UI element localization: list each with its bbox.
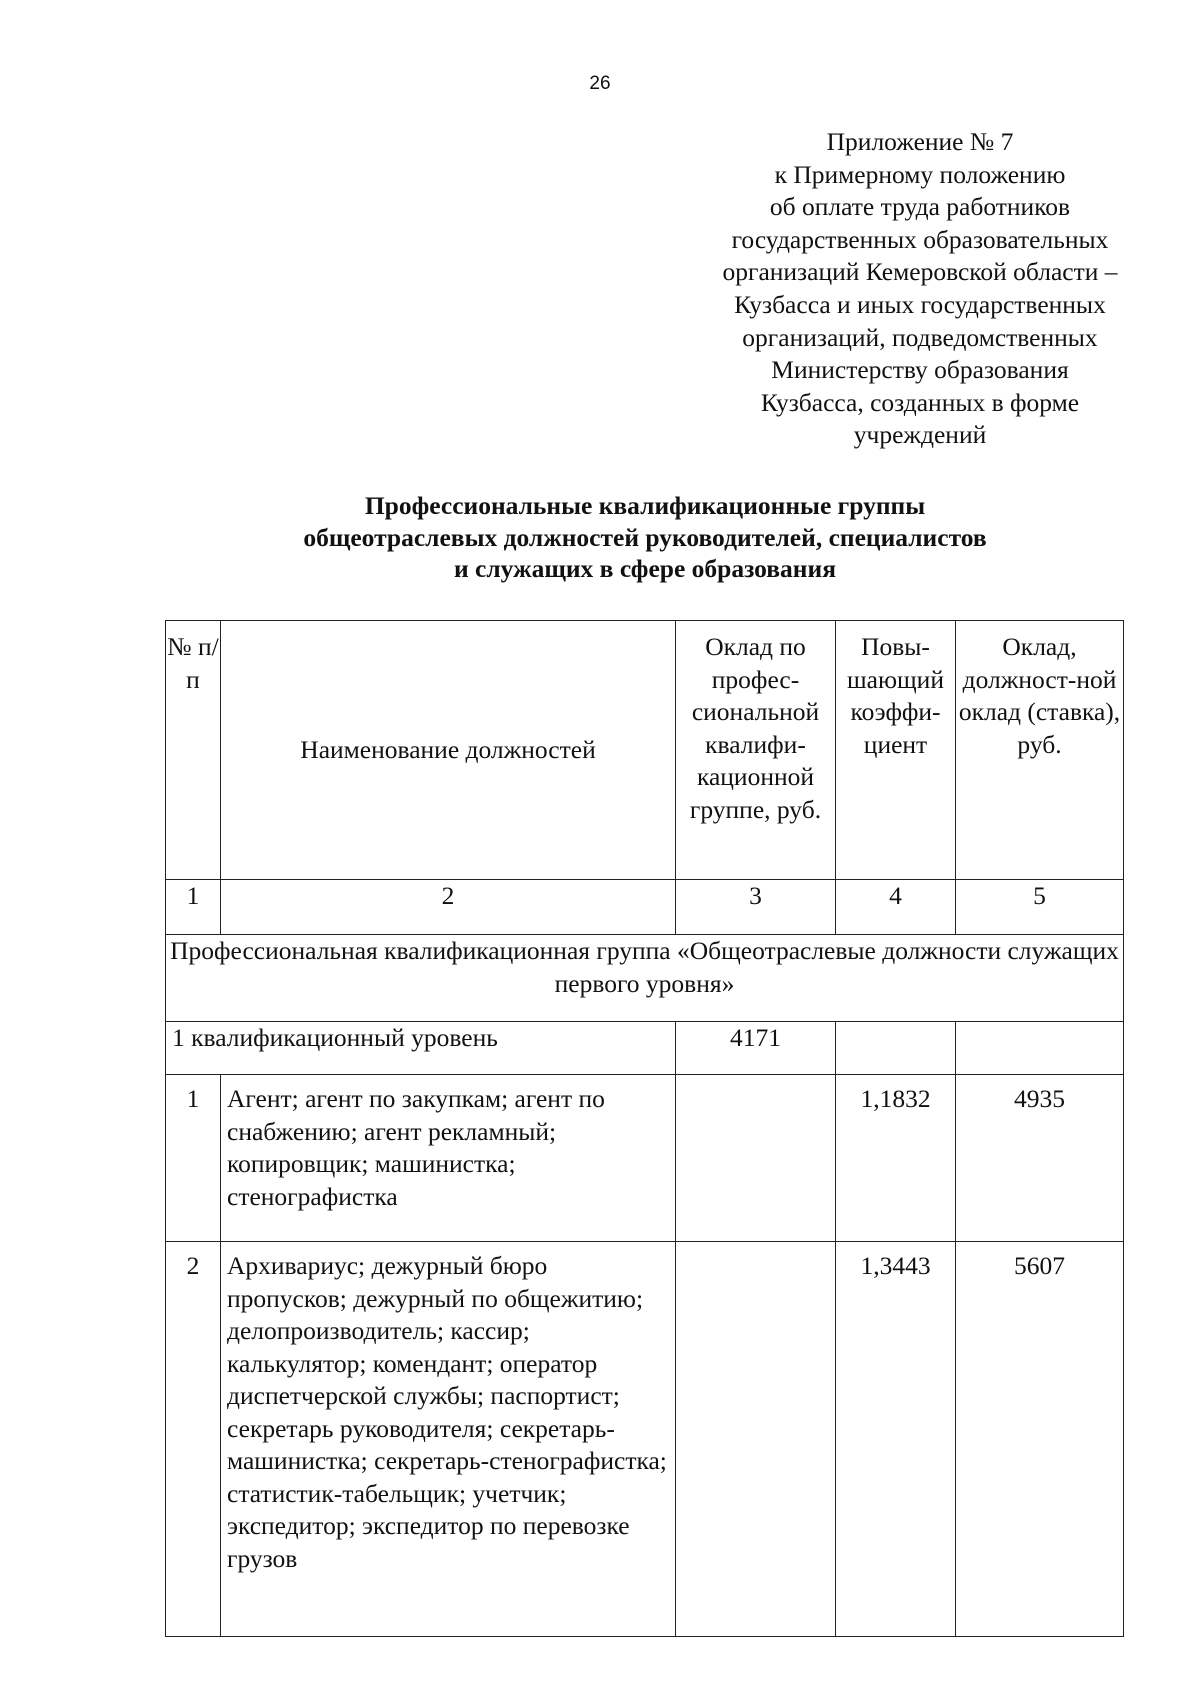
document-title [0,490,1200,585]
group-title-row [166,935,1124,1022]
appendix-line: организаций Кемеровской области – [722,257,1118,287]
row-name: Агент; агент по закупкам; агент по снабжению; агент рекламный; копировщик; машинистка; стенографистка [221,1075,676,1242]
appendix-line: об оплате труда работников [769,192,1071,222]
header-name: Наименование должностей [221,621,676,880]
row-name: Архивариус; дежурный бюро пропусков; дежурный по общежитию; делопроизводитель; кассир; калькулятор; комендант; оператор диспетчерской службы; паспортист; секретарь руководителя; секретарь-машинистка; секретарь-стенографистка; статистик-табельщик; учетчик; экспедитор; экспедитор по перевозке грузов [221,1242,676,1637]
level-salary-group: 4171 [676,1022,836,1075]
row-salary: 4935 [956,1075,1124,1242]
empty-cell [676,1075,836,1242]
column-number: 4 [836,880,956,935]
title-line: общеотраслевых должностей руководителей, специалистов [303,522,987,552]
row-coefficient: 1,3443 [836,1242,956,1637]
row-salary: 5607 [956,1242,1124,1637]
column-number: 5 [956,880,1124,935]
level-label: 1 квалификационный уровень [166,1022,676,1075]
row-coefficient: 1,1832 [836,1075,956,1242]
header-salary-group: Оклад по профес-сиональной квалифи-кационной группе, руб. [676,621,836,880]
appendix-line: Приложение № 7 [826,127,1014,156]
row-num: 1 [166,1075,221,1242]
header-salary: Оклад, должност-ной оклад (ставка), руб. [956,621,1124,880]
empty-cell [836,1022,956,1075]
level-row [166,1022,1124,1075]
appendix-line: Кузбасса и иных государственных [734,289,1106,319]
row-num: 2 [166,1242,221,1637]
column-number: 2 [221,880,676,935]
appendix-line: Министерству образования [771,355,1069,385]
appendix-caption [640,126,1200,452]
appendix-line: государственных образовательных [731,224,1109,254]
header-coefficient: Повы-шающий коэффи-циент [836,621,956,880]
column-number: 3 [676,880,836,935]
empty-cell [676,1242,836,1637]
header-num: № п/п [166,621,221,880]
column-number-row [166,880,1124,935]
table-row [166,1242,1124,1637]
title-line: и служащих в сфере образования [453,554,836,583]
page-number: 26 [589,73,611,94]
empty-cell [956,1022,1124,1075]
appendix-line: организаций, подведомственных [742,322,1098,352]
title-line: Профессиональные квалификационные группы [364,491,926,520]
table-header-row [166,621,1124,880]
table-row [166,1075,1124,1242]
appendix-line: учреждений [853,420,987,450]
group-title: Профессиональная квалификационная группа «Общеотраслевые должности служащих первого уровня» [166,935,1124,1022]
qualification-table [165,620,1124,1637]
appendix-line: к Примерному положению [774,159,1066,189]
appendix-line: Кузбасса, созданных в форме [760,387,1080,417]
column-number: 1 [166,880,221,935]
